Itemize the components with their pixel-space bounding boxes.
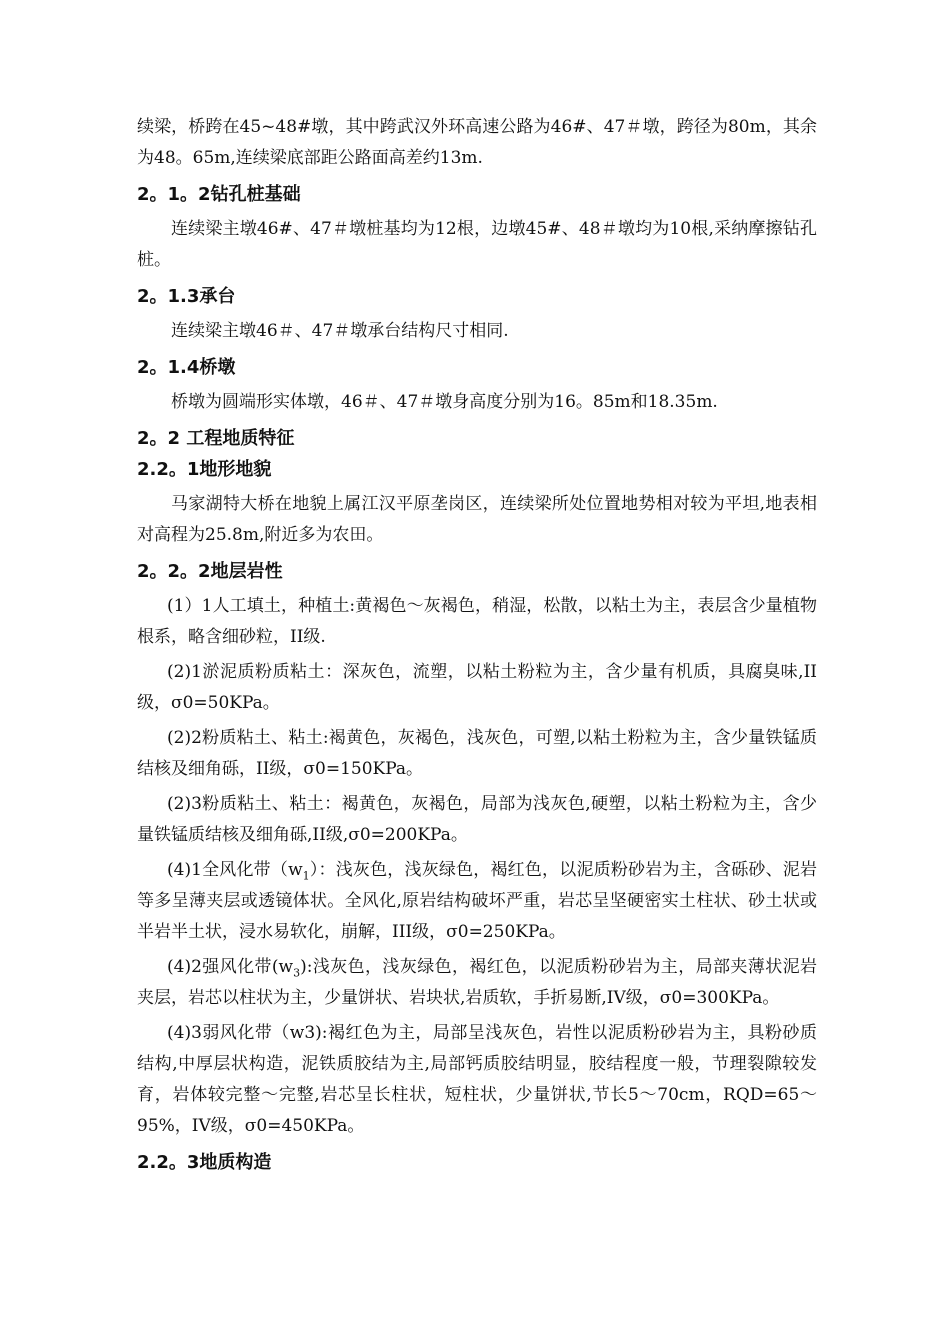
heading-2-1-4: 2。1.4桥墩 (137, 357, 236, 378)
layer-item-4-2-subscript: 3 (293, 966, 301, 980)
layer-item-4-1 (137, 855, 817, 948)
paragraph-2-2-1: 马家湖特大桥在地貌上属江汉平原垄岗区，连续梁所处位置地势相对较为平坦,地表相对高程为25.8m,附近多为农田。 (137, 494, 817, 545)
heading-2-1-3: 2。1.3承台 (137, 286, 236, 307)
paragraph-2-1-4: 桥墩为圆端形实体墩，46＃、47＃墩身高度分别为16。85m和18.35m. (171, 392, 718, 412)
layer-item-4-1-text: ）：浅灰色，浅灰绿色，褐红色，以泥质粉砂岩为主，含砾砂、泥岩等多呈薄夹层或透镜体状。全风化,原岩结构破坏严重，岩芯呈坚硬密实土柱状、砂土状或半岩半土状，浸水易软化，崩解，III级，σ0=250KPa。 (137, 860, 817, 942)
layer-item-2-3: (2)3粉质粘土、粘土：褐黄色，灰褐色，局部为浅灰色,硬塑，以粘土粉粒为主，含少量铁锰质结核及细角砾,II级,σ0=200KPa。 (137, 794, 817, 845)
layer-item-4-2 (137, 952, 817, 1014)
heading-2-2-2: 2。2。2地层岩性 (137, 561, 283, 582)
document-page (137, 112, 817, 1175)
layer-item-4-2-text: ):浅灰色，浅灰绿色，褐红色，以泥质粉砂岩为主，局部夹薄状泥岩夹层，岩芯以柱状为主，少量饼状、岩块状,岩质软，手折易断,IV级，σ0=300KPa。 (137, 957, 817, 1008)
layer-item-4-3: (4)3弱风化带（w3):褐红色为主，局部呈浅灰色，岩性以泥质粉砂岩为主，具粉砂质结构,中厚层状构造，泥铁质胶结为主,局部钙质胶结明显，胶结程度一般，节理裂隙较发育，岩体较完整～完整,岩芯呈长柱状，短柱状，少量饼状,节长5～70cm，RQD=65～95%，IV级，σ0=450KPa。 (137, 1023, 817, 1136)
heading-2-2: 2。2 工程地质特征 (137, 428, 295, 449)
paragraph-2-1-3: 连续梁主墩46＃、47＃墩承台结构尺寸相同. (171, 321, 509, 341)
heading-2-2-1: 2.2。1地形地貌 (137, 459, 272, 480)
paragraph-2-1-2: 连续梁主墩46#、47＃墩桩基均为12根，边墩45#、48＃墩均为10根,采纳摩擦钻孔桩。 (137, 219, 817, 270)
layer-item-2-2: (2)2粉质粘土、粘土:褐黄色，灰褐色，浅灰色，可塑,以粘土粉粒为主，含少量铁锰质结核及细角砾，II级，σ0=150KPa。 (137, 728, 817, 779)
layer-item-2-1: (2)1淤泥质粉质粘土：深灰色，流塑，以粘土粉粒为主，含少量有机质，具腐臭味,II级，σ0=50KPa。 (137, 662, 817, 713)
layer-item-1: (1）1人工填土，种植土:黄褐色～灰褐色，稍湿，松散，以粘土为主，表层含少量植物根系，略含细砂粒，II级. (137, 596, 817, 647)
heading-2-1-2: 2。1。2钻孔桩基础 (137, 184, 301, 205)
paragraph-continuation: 续梁，桥跨在45~48#墩，其中跨武汉外环高速公路为46#、47＃墩，跨径为80m，其余为48。65m,连续梁底部距公路面高差约13m. (137, 117, 817, 168)
layer-item-4-1-subscript: 1 (302, 869, 310, 883)
layer-item-4-2-prefix: (4)2强风化带(w (167, 957, 294, 977)
layer-item-4-1-prefix: (4)1全风化带（w (167, 860, 303, 880)
heading-2-2-3: 2.2。3地质构造 (137, 1152, 272, 1173)
